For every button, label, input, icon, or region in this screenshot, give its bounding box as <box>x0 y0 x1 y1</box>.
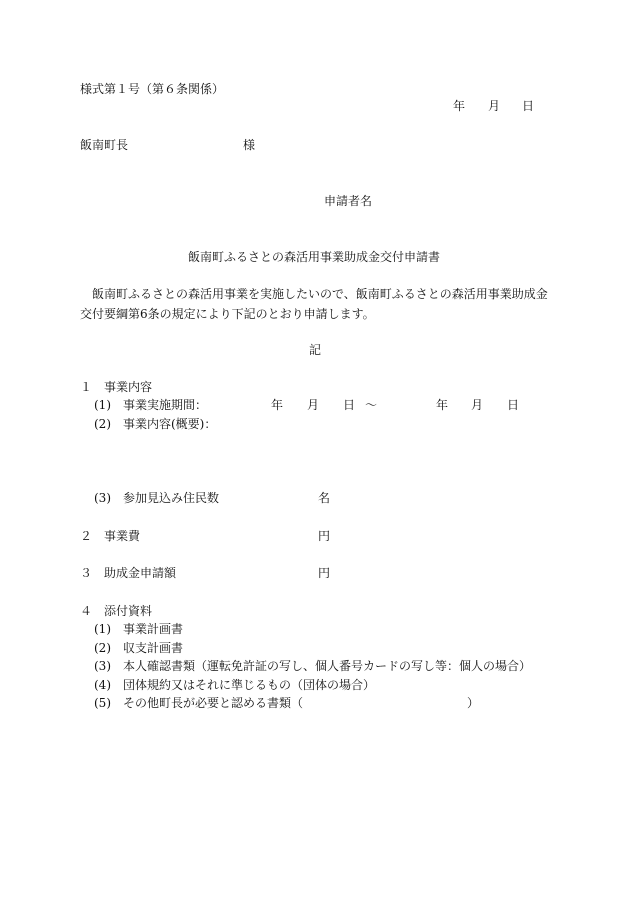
attachment-item: (5) その他町長が必要と認める書類（ <box>94 696 303 710</box>
participants-label: (3) 参加見込み住民数 <box>94 491 219 505</box>
attachment-item: (2) 収支計画書 <box>94 641 183 655</box>
attachment-closing-paren: ） <box>467 696 480 710</box>
period-tilde: ～ <box>365 398 378 412</box>
attachment-item: (4) 団体規約又はそれに準じるもの（団体の場合） <box>94 678 376 692</box>
document-title: 飯南町ふるさとの森活用事業助成金交付申請書 <box>188 250 441 264</box>
period-from-month: 月 <box>307 398 320 412</box>
participants-unit: 名 <box>318 491 331 505</box>
addressee-honorific: 様 <box>243 138 256 152</box>
attachment-item: (3) 本人確認書類（運転免許証の写し、個人番号カードの写し等：個人の場合） <box>94 659 532 673</box>
period-to-year: 年 <box>436 398 449 412</box>
attachment-item: (1) 事業計画書 <box>94 622 183 636</box>
period-label: (1) 事業実施期間： <box>94 398 207 412</box>
section-1-heading: １ 事業内容 <box>80 380 153 394</box>
period-from-day: 日 <box>343 398 356 412</box>
body-paragraph: 飯南町ふるさとの森活用事業を実施したいので、飯南町ふるさとの森活用事業助成金交付要綱第6条の規定により下記のとおり申請します。 <box>80 287 548 321</box>
date-month-label: 月 <box>488 99 501 113</box>
date-year-label: 年 <box>453 99 466 113</box>
period-to-month: 月 <box>471 398 484 412</box>
period-to-day: 日 <box>507 398 520 412</box>
ki-label: 記 <box>309 343 322 357</box>
content-label: (2) 事業内容(概要)： <box>94 417 217 431</box>
section-3-heading: ３ 助成金申請額 <box>80 566 177 580</box>
addressee-name: 飯南町長 <box>80 138 129 152</box>
applicant-name-label: 申請者名 <box>324 194 373 208</box>
form-number: 様式第１号（第６条関係） <box>80 82 225 96</box>
section-2-heading: ２ 事業費 <box>80 529 141 543</box>
section-4-heading: ４ 添付資料 <box>80 604 153 618</box>
period-from-year: 年 <box>271 398 284 412</box>
cost-unit: 円 <box>318 529 331 543</box>
grant-unit: 円 <box>318 566 331 580</box>
date-day-label: 日 <box>522 99 535 113</box>
